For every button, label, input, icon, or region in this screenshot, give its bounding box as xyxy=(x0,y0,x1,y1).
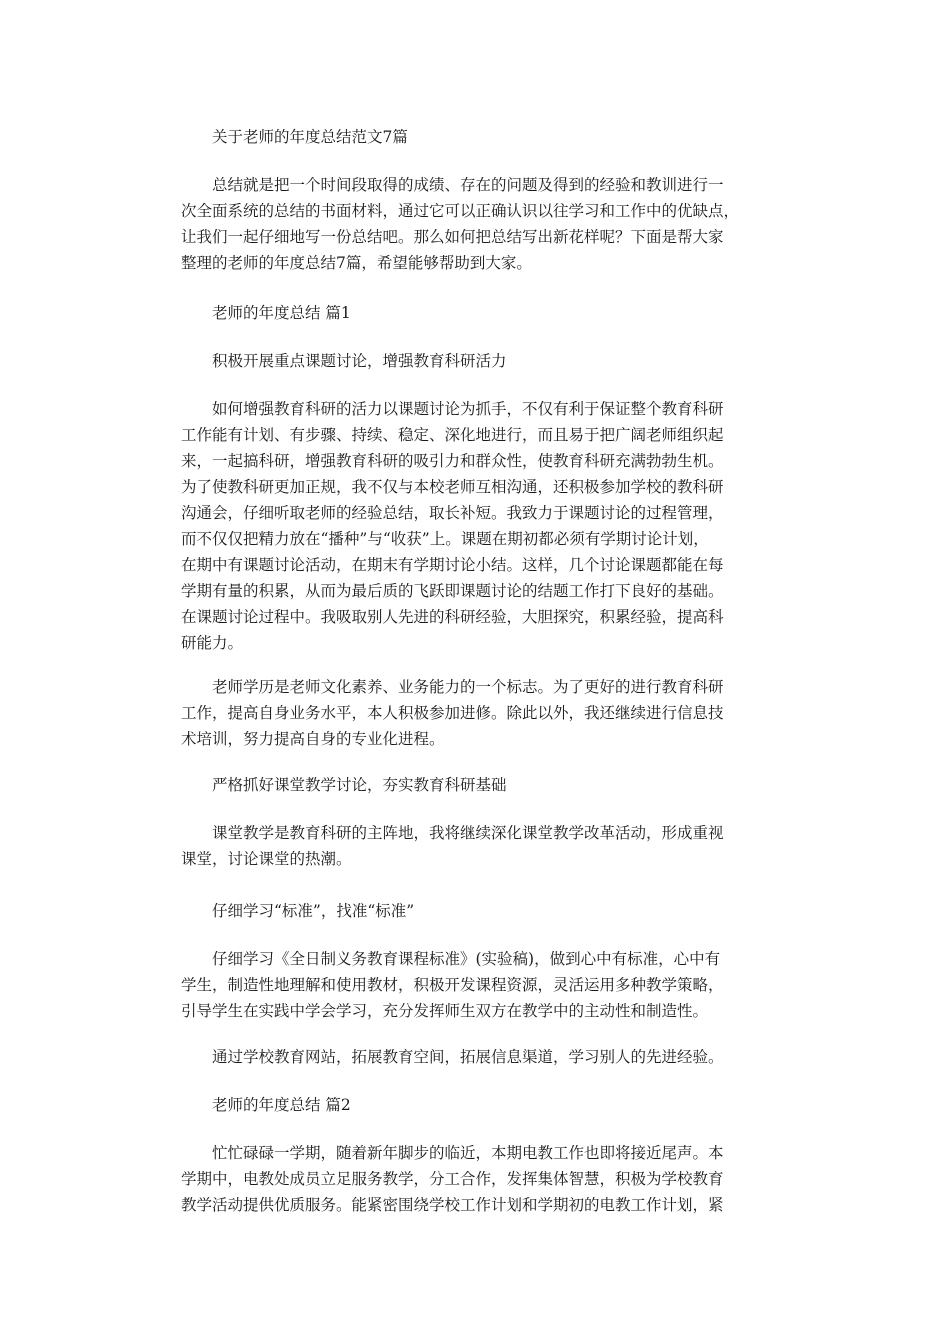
text-line: 来，一起搞科研，增强教育科研的吸引力和群众性，使教育科研充满勃勃生机。 xyxy=(181,452,724,470)
text-line: 整理的老师的年度总结7篇，希望能够帮助到大家。 xyxy=(181,254,532,272)
body-paragraph xyxy=(181,820,781,872)
text-line: 沟通会，仔细听取老师的经验总结，取长补短。我致力于课题讨论的过程管理， xyxy=(181,504,724,522)
text-line: 研能力。 xyxy=(181,634,244,652)
text-line: 学生，制造性地理解和使用教材，积极开发课程资源，灵活运用多种教学策略， xyxy=(181,976,724,994)
text-line: 为了使教科研更加正规，我不仅与本校老师互相沟通，还积极参加学校的教科研 xyxy=(181,478,724,496)
document-page xyxy=(181,0,781,1344)
body-paragraph xyxy=(181,172,781,276)
text-line: 老师的年度总结 篇2 xyxy=(212,1096,351,1114)
text-line: 老师学历是老师文化素养、业务能力的一个标志。为了更好的进行教育科研 xyxy=(212,678,724,696)
text-line: 仔细学习《全日制义务教育课程标准》(实验稿)，做到心中有标准，心中有 xyxy=(212,950,721,968)
text-line: 而不仅仅把精力放在“播种”与“收获”上。课题在期初都必须有学期讨论计划， xyxy=(181,530,709,548)
body-paragraph xyxy=(181,674,781,752)
text-line: 忙忙碌碌一学期，随着新年脚步的临近，本期电教工作也即将接近尾声。本 xyxy=(212,1144,724,1162)
text-line: 如何增强教育科研的活力以课题讨论为抓手，不仅有利于保证整个教育科研 xyxy=(212,400,724,418)
text-line: 严格抓好课堂教学讨论，夯实教育科研基础 xyxy=(212,776,507,794)
text-line: 教学活动提供优质服务。能紧密围绕学校工作计划和学期初的电教工作计划，紧 xyxy=(181,1196,724,1214)
document-title: 关于老师的年度总结范文7篇 xyxy=(212,128,408,146)
text-line: 术培训，努力提高自身的专业化进程。 xyxy=(181,730,445,748)
text-line: 次全面系统的总结的书面材料，通过它可以正确认识以往学习和工作中的优缺点， xyxy=(181,202,740,220)
text-line: 通过学校教育网站，拓展教育空间，拓展信息渠道，学习别人的先进经验。 xyxy=(212,1048,724,1066)
text-line: 工作，提高自身业务水平，本人积极参加进修。除此以外，我还继续进行信息技 xyxy=(181,704,724,722)
section-heading xyxy=(181,772,781,798)
text-line: 课堂教学是教育科研的主阵地，我将继续深化课堂教学改革活动，形成重视 xyxy=(212,824,724,842)
text-line: 让我们一起仔细地写一份总结吧。那么如何把总结写出新花样呢？下面是帮大家 xyxy=(181,228,724,246)
section-heading xyxy=(181,898,781,924)
section-heading xyxy=(181,348,781,374)
text-line: 仔细学习“标准”，找准“标准” xyxy=(212,902,415,920)
body-paragraph xyxy=(181,1044,781,1070)
section-heading xyxy=(181,300,781,326)
text-line: 在课题讨论过程中。我吸取别人先进的科研经验，大胆探究，积累经验，提高科 xyxy=(181,608,724,626)
section-heading xyxy=(181,1092,781,1118)
text-line: 引导学生在实践中学会学习，充分发挥师生双方在教学中的主动性和制造性。 xyxy=(181,1002,709,1020)
text-line: 老师的年度总结 篇1 xyxy=(212,304,351,322)
text-line: 积极开展重点课题讨论，增强教育科研活力 xyxy=(212,352,507,370)
body-paragraph xyxy=(181,1140,781,1218)
body-paragraph xyxy=(181,396,781,656)
body-paragraph xyxy=(181,946,781,1024)
text-line: 在期中有课题讨论活动，在期末有学期讨论小结。这样，几个讨论课题都能在每 xyxy=(181,556,724,574)
text-line: 课堂，讨论课堂的热潮。 xyxy=(181,850,352,868)
text-line: 学期有量的积累，从而为最后质的飞跃即课题讨论的结题工作打下良好的基础。 xyxy=(181,582,724,600)
text-line: 学期中，电教处成员立足服务教学，分工合作，发挥集体智慧，积极为学校教育 xyxy=(181,1170,724,1188)
text-line: 总结就是把一个时间段取得的成绩、存在的问题及得到的经验和教训进行一 xyxy=(212,176,724,194)
text-line: 工作能有计划、有步骤、持续、稳定、深化地进行，而且易于把广阔老师组织起 xyxy=(181,426,724,444)
